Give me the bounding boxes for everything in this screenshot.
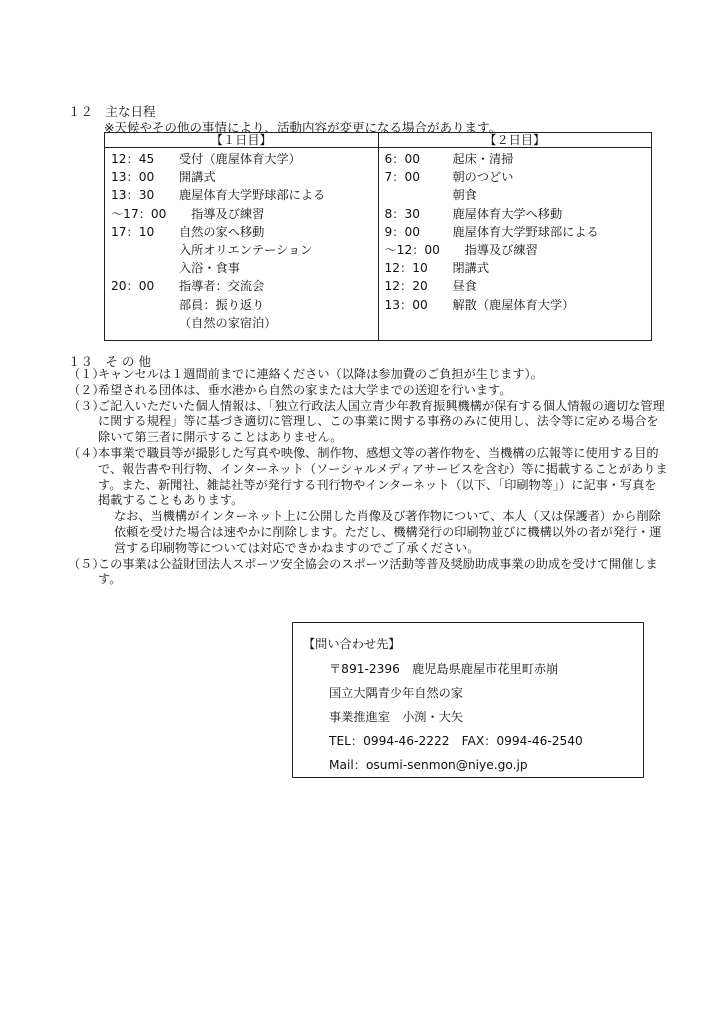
schedule-note: ※天候やその他の事情により、活動内容が変更になる場合があります。	[104, 120, 501, 135]
contact-department: 事業推進室 小渕・大矢	[329, 710, 464, 724]
day2-row: ～12：00 指導及び練習	[384, 242, 538, 257]
day1-row: 入浴・食事	[179, 261, 240, 276]
section-12-heading: １２ 主な日程	[68, 104, 156, 119]
contact-email: Mail：osumi-senmon@niye.go.jp	[329, 758, 528, 772]
day1-row: 部員：振り返り	[179, 297, 265, 312]
contact-organization: 国立大隅青少年自然の家	[329, 686, 464, 700]
day1-row: （自然の家宿泊）	[179, 315, 277, 330]
list-item: （３） ご記入いただいた個人情報は、「独立行政法人国立青少年教育振興機構が保有する個人情報の適切な管理に関する規程」等に基づき適切に管理し、この事業に関する事務のみに使用し、法令等に定める場合を除いて第三者に開示することはありません。	[68, 398, 665, 445]
day1-row: 20：00 指導者：交流会	[111, 279, 265, 294]
day1-row: 17：10 自然の家へ移動	[111, 224, 265, 239]
day2-row: 朝食	[452, 188, 477, 203]
day1-row: ～17：00 指導及び練習	[111, 206, 265, 221]
list-item: （１） キャンセルは１週間前までに連絡ください（以降は参加費のご負担が生じます）。	[68, 367, 543, 381]
contact-phone-fax: TEL：0994-46-2222 FAX：0994-46-2540	[329, 734, 583, 748]
list-item: （２） 希望される団体は、垂水港から自然の家または大学までの送迎を行います。	[68, 382, 512, 397]
contact-address: 〒891-2396 鹿児島県鹿屋市花里町赤崩	[329, 662, 559, 676]
day2-row: 6：00 起床・清掃	[384, 152, 514, 166]
day1-header: 【１日目】	[105, 133, 379, 148]
day2-row: 13：00 解散（鹿屋体育大学）	[384, 297, 575, 312]
day1-cell	[105, 148, 379, 341]
contact-title: 【問い合わせ先】	[303, 637, 401, 651]
list-item: （４） 本事業で職員等が撮影した写真や映像、制作物、感想文等の著作物を、当機構の広報等に使用する目的で、報告書や刊行物、インターネット（ソーシャルメディアサービスを含む）等に掲載することがあります。また、新聞社、雑誌社等が発行する刊行物やインターネット（以下、「印刷物等」）に記事・写真を掲載することもあります。	[68, 445, 668, 508]
day2-row: 12：10 閉講式	[384, 261, 490, 276]
day1-row: 13：00 開講式	[111, 170, 216, 185]
other-items-list	[68, 367, 668, 588]
day2-row: 8：30 鹿屋体育大学へ移動	[384, 206, 563, 221]
day2-row: 7：00 朝のつどい	[384, 170, 514, 185]
day1-row: 入所オリエンテーション	[179, 242, 313, 257]
day2-row: 9：00 鹿屋体育大学野球部による	[384, 224, 599, 239]
list-item: なお、当機構がインターネット上に公開した肖像及び著作物について、本人（又は保護者）から削除依頼を受けた場合は速やかに削除します。ただし、機構発行の印刷物並びに機構以外の者が発行・運営する印刷物等については対応できかねますのでご了承ください。	[114, 509, 662, 555]
day2-row: 12：20 昼食	[384, 279, 477, 294]
day2-cell	[378, 148, 652, 341]
contact-box	[292, 622, 644, 778]
day1-row: 12：45 受付（鹿屋体育大学）	[111, 152, 301, 166]
list-item: （５） この事業は公益財団法人スポーツ安全協会のスポーツ活動等普及奨励助成事業の助成を受けて開催します。	[68, 556, 658, 587]
section-13-heading: １３ そ の 他	[68, 354, 151, 369]
day1-row: 13：30 鹿屋体育大学野球部による	[111, 188, 326, 203]
schedule-table	[104, 132, 652, 341]
day2-header: 【２日目】	[378, 133, 652, 148]
